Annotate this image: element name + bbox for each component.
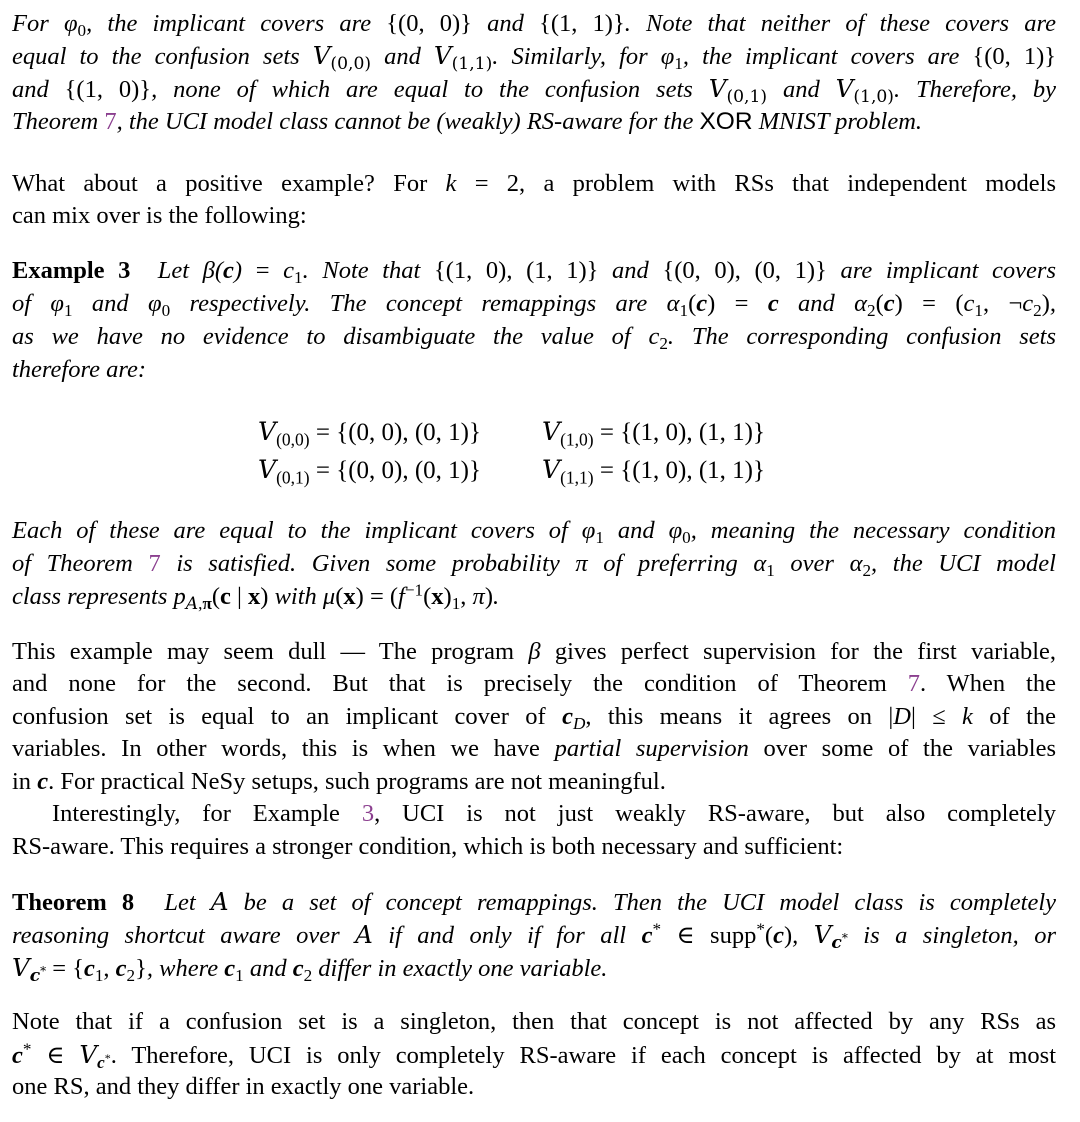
- theorem8-line3: $V_{c^*} = \{c_1$, $c_2$}, where $c_1$ and $c_2$ differ in exactly one variable.: [12, 953, 608, 987]
- p4-line4: variables. In other words, this is when we have partial supervision over some of the variables: [12, 735, 1056, 762]
- p1-line1: For $\varphi_0$, the implicant covers are {(0, 0)} and {(1, 1)}. Note that neither of these covers are: [12, 10, 1057, 41]
- example3-heading: Example 3: [12, 257, 131, 284]
- equation-row-1: [258, 414, 765, 451]
- p1-line2: equal to the confusion sets $V_{(0,0)}$ and $V_{(1,1)}$. Similarly, for $\varphi_1$, the implicant covers are {(0, 1)}: [12, 41, 1056, 75]
- example3-line2: of $\varphi_1$ and $\varphi_0$ respectively. The concept remappings are $\alpha_1(c) = c$ and $\alpha_2(c) = (c_1$, $\neg c_2$),: [12, 290, 1057, 321]
- theorem8-line1: Theorem 8 Let A be a set of concept remappings. Then the UCI model class is completely: [12, 887, 1057, 916]
- theorem8-heading: Theorem 8: [12, 889, 135, 916]
- p5-line1: Note that if a confusion set is a singleton, then that concept is not affected by any RSs as: [12, 1008, 1056, 1035]
- p5-line2: c* ∈ $V_{c^*}$. Therefore, UCI is only completely RS-aware if each concept is affected by at most: [12, 1039, 1057, 1073]
- theorem-7-link[interactable]: 7: [104, 108, 117, 135]
- p1-line4: Theorem 7, the UCI model class cannot be (weakly) RS-aware for the XOR MNIST problem.: [12, 108, 923, 135]
- p2-line1: What about a positive example? For k = 2, a problem with RSs that independent models: [12, 170, 1056, 197]
- p4-line2: and none for the second. But that is precisely the condition of Theorem 7. When the: [12, 670, 1056, 697]
- equation-row-2: [258, 452, 765, 489]
- p4-line3: confusion set is equal to an implicant cover of $c_D$, this means it agrees on |D| ≤ k of the: [12, 703, 1056, 734]
- p3-line2: of Theorem 7 is satisfied. Given some probability π of preferring $\alpha_1$ over $\alpha_2$, the UCI model: [12, 550, 1056, 581]
- p3-line3: class represents $p_{A,\pi}(c$ | x) with $\mu(x) = (f^{-1}(x)_1$, π).: [12, 580, 500, 615]
- theorem8-line2: reasoning shortcut aware over A if and only if for all c* ∈ supp*(c), $V_{c^*}$ is a singleton, or: [12, 919, 1056, 954]
- p5-line3: one RS, and they differ in exactly one variable.: [12, 1073, 475, 1100]
- equation-v00: $V_{(0,0)} = \{(0$, 0), (0, 1)}: [258, 417, 481, 450]
- example3-line3: as we have no evidence to disambiguate the value of $c_2$. The corresponding confusion sets: [12, 323, 1056, 354]
- equation-v11: $V_{(1,1)} = \{(1$, 0), (1, 1)}: [542, 455, 765, 488]
- example3-line4: therefore are:: [12, 356, 147, 383]
- example-3-link[interactable]: 3: [361, 800, 375, 827]
- p4-line6: Interestingly, for Example 3, UCI is not just weakly RS-aware, but also completely: [52, 800, 1056, 827]
- equation-v10: $V_{(1,0)} = \{(1$, 0), (1, 1)}: [542, 417, 765, 450]
- theorem-7-link[interactable]: 7: [148, 550, 161, 577]
- p4-line7: RS-aware. This requires a stronger condition, which is both necessary and sufficient:: [12, 833, 844, 860]
- p3-line1: Each of these are equal to the implicant covers of $\varphi_1$ and $\varphi_0$, meaning the necessary condition: [12, 517, 1057, 548]
- p2-line2: can mix over is the following:: [12, 202, 307, 229]
- p4-line1: This example may seem dull — The program β gives perfect supervision for the first variable,: [12, 638, 1056, 665]
- p4-line5: in c. For practical NeSy setups, such programs are not meaningful.: [12, 768, 666, 795]
- equation-v01: $V_{(0,1)} = \{(0$, 0), (0, 1)}: [258, 455, 481, 488]
- p1-line3: and {(1, 0)}, none of which are equal to the confusion sets $V_{(0,1)}$ and $V_{(1,0)}$. Therefore, by: [12, 74, 1057, 108]
- example3-line1: Example 3 Let $\beta(c) = c_1$. Note that {(1, 0), (1, 1)} and {(0, 0), (0, 1)} are implicant covers: [12, 257, 1056, 288]
- theorem-7-link[interactable]: 7: [907, 670, 920, 697]
